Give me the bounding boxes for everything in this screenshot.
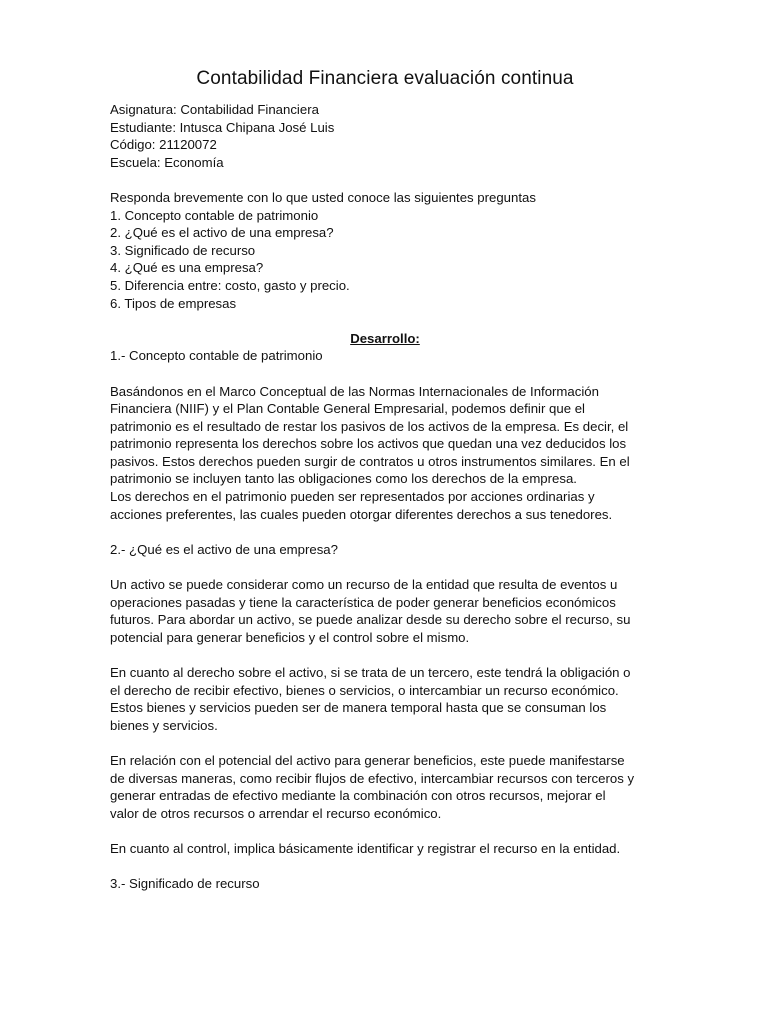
paragraph-activo-definicion bbox=[110, 576, 670, 646]
student-line: Estudiante: Intusca Chipana José Luis bbox=[110, 119, 335, 135]
paragraph-line: generar entradas de efectivo mediante la combinación con otros recursos, mejorar el bbox=[110, 788, 606, 804]
subject-line: Asignatura: Contabilidad Financiera bbox=[110, 102, 319, 117]
question-item: 3. Significado de recurso bbox=[110, 242, 256, 258]
section-title: Desarrollo: bbox=[350, 330, 420, 346]
paragraph-line: Basándonos en el Marco Conceptual de las Normas Internacionales de Información bbox=[110, 383, 599, 399]
question-item: 1. Concepto contable de patrimonio bbox=[110, 207, 319, 223]
section-heading-1: 1.- Concepto contable de patrimonio bbox=[110, 348, 323, 364]
paragraph-line: En cuanto al derecho sobre el activo, si se trata de un tercero, este tendrá la obligación o bbox=[110, 665, 631, 680]
spacer bbox=[110, 558, 660, 576]
spacer bbox=[110, 858, 660, 876]
paragraph-line: En cuanto al control, implica básicamente identificar y registrar el recurso en la entidad. bbox=[110, 840, 621, 856]
paragraph-line: bienes y servicios. bbox=[110, 717, 218, 733]
question-item: 4. ¿Qué es una empresa? bbox=[110, 260, 264, 276]
school-line: Escuela: Economía bbox=[110, 154, 224, 170]
question-item: 6. Tipos de empresas bbox=[110, 295, 237, 311]
paragraph-line: patrimonio es el resultado de restar los pasivos de los activos de la empresa. Es decir, el bbox=[110, 418, 629, 434]
paragraph-line: operaciones pasadas y tiene la característica de poder generar beneficios económicos bbox=[110, 594, 616, 610]
paragraph-line: potencial para generar beneficios y el control sobre el mismo. bbox=[110, 629, 470, 645]
paragraph-activo-control bbox=[110, 840, 670, 858]
spacer bbox=[110, 523, 660, 541]
paragraph-line: de diversas maneras, como recibir flujos de efectivo, intercambiar recursos con terceros y bbox=[110, 770, 635, 786]
paragraph-line: pasivos. Estos derechos pueden surgir de contratos u otros instrumentos similares. En el bbox=[110, 453, 630, 469]
paragraph-line: valor de otros recursos o arrendar el recurso económico. bbox=[110, 805, 442, 821]
question-item: 5. Diferencia entre: costo, gasto y precio. bbox=[110, 277, 350, 293]
instructions-line: Responda brevemente con lo que usted conoce las siguientes preguntas bbox=[110, 189, 536, 205]
paragraph-line: Los derechos en el patrimonio pueden ser representados por acciones ordinarias y bbox=[110, 489, 595, 505]
spacer bbox=[110, 171, 660, 189]
paragraph-patrimonio bbox=[110, 383, 670, 524]
spacer bbox=[110, 822, 660, 840]
spacer bbox=[110, 646, 660, 664]
paragraph-line: el derecho de recibir efectivo, bienes o servicios, o intercambiar un recurso económico. bbox=[110, 682, 619, 698]
paragraph-line: Financiera (NIIF) y el Plan Contable General Empresarial, podemos definir que el bbox=[110, 401, 585, 417]
paragraph-line: acciones preferentes, las cuales pueden otorgar diferentes derechos a sus tenedores. bbox=[110, 506, 613, 522]
section-heading-2: 2.- ¿Qué es el activo de una empresa? bbox=[110, 541, 338, 557]
paragraph-activo-potencial bbox=[110, 752, 670, 822]
section-heading-3: 3.- Significado de recurso bbox=[110, 876, 260, 892]
spacer bbox=[110, 365, 660, 383]
paragraph-line: futuros. Para abordar un activo, se puede analizar desde su derecho sobre el recurso, su bbox=[110, 612, 631, 628]
paragraph-line: patrimonio se incluyen tanto las obligaciones como los derechos de la empresa. bbox=[110, 471, 577, 487]
spacer bbox=[110, 734, 660, 752]
header-block bbox=[110, 101, 660, 171]
question-item: 2. ¿Qué es el activo de una empresa? bbox=[110, 225, 334, 241]
spacer bbox=[110, 312, 660, 330]
code-line: Código: 21120072 bbox=[110, 137, 217, 153]
questions-block bbox=[110, 189, 660, 312]
paragraph-line: Estos bienes y servicios pueden ser de manera temporal hasta que se consuman los bbox=[110, 700, 607, 716]
paragraph-activo-derecho bbox=[110, 664, 670, 734]
document-title: Contabilidad Financiera evaluación continua bbox=[196, 68, 574, 89]
paragraph-line: En relación con el potencial del activo para generar beneficios, este puede manifestarse bbox=[110, 752, 625, 768]
paragraph-line: Un activo se puede considerar como un recurso de la entidad que resulta de eventos u bbox=[110, 577, 618, 593]
paragraph-line: patrimonio representa los derechos sobre los activos que quedan una vez deducidos los bbox=[110, 436, 627, 452]
